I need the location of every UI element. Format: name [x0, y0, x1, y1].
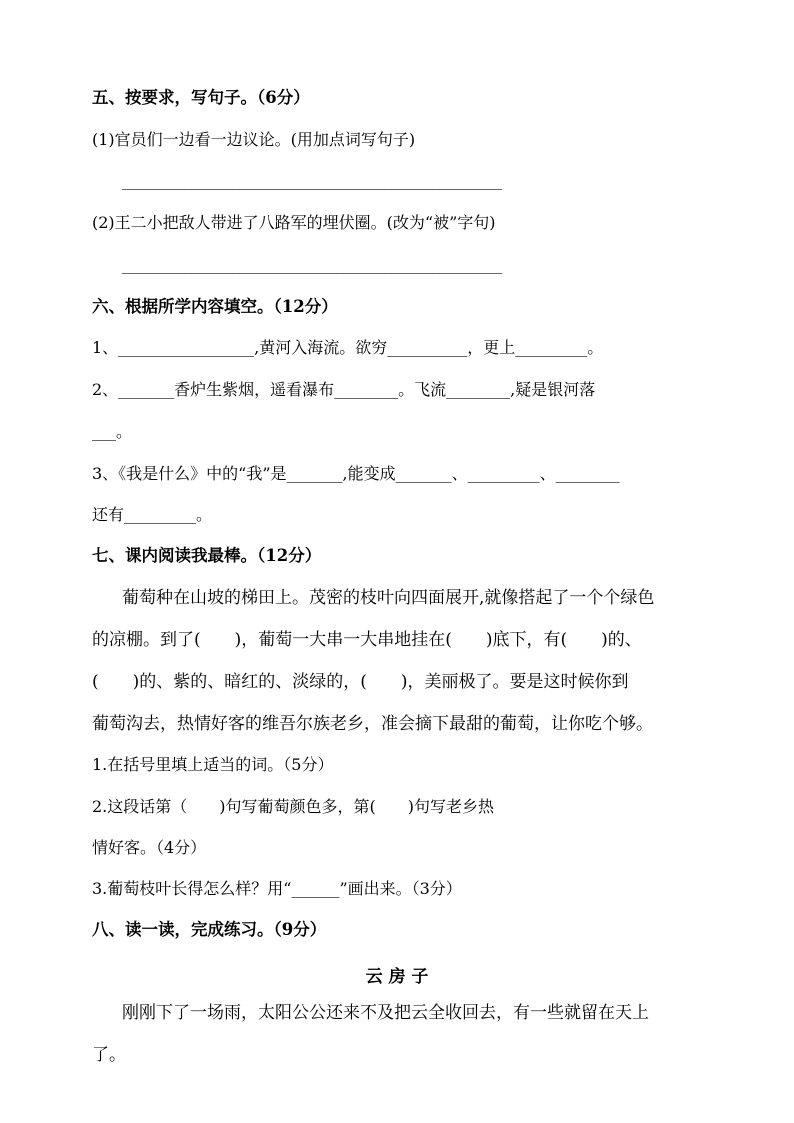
fill-line-6-1: 1、_________________,黄河入海流。欲穷__________，更上_________。	[92, 338, 604, 357]
question-7-2: 2.这段话第（ )句写葡萄颜色多，第( )句写老乡热	[92, 797, 494, 816]
question-5-2: (2)王二小把敌人带进了八路军的埋伏圈。(改为“被”字句)	[92, 213, 496, 232]
answer-line-5-1: _______________________________________________________	[122, 172, 502, 190]
question-5-1: (1)官员们一边看一边议论。(用加点词写句子)	[92, 130, 416, 149]
passage-line: 葡萄种在山坡的梯田上。茂密的枝叶向四面展开,就像搭起了一个个绿色	[122, 588, 655, 608]
fill-line-6-2-cont: ___。	[92, 422, 133, 441]
section-8-heading: 八、读一读，完成练习。（9分）	[92, 920, 327, 939]
passage-line: ( )的、紫的、暗红的、淡绿的，( )，美丽极了。要是这时候你到	[92, 672, 629, 692]
passage-line: 刚刚下了一场雨，太阳公公还来不及把云全收回去，有一些就留在天上	[122, 1003, 649, 1023]
answer-line-5-2: _______________________________________________________	[122, 256, 502, 274]
section-5-heading: 五、按要求，写句子。（6分）	[92, 88, 310, 107]
fill-line-6-3: 3、《我是什么》中的“我”是_______,能变成_______、_________、________	[92, 464, 620, 483]
fill-line-6-3-cont: 还有_________。	[92, 505, 213, 524]
passage-line: 的凉棚。到了( )，葡萄一大串一大串地挂在( )底下，有( )的、	[92, 630, 642, 650]
question-7-1: 1.在括号里填上适当的词。（5分）	[92, 755, 334, 774]
passage-title: 云 房 子	[365, 967, 429, 987]
passage-line: 了。	[92, 1045, 126, 1065]
section-6-heading: 六、根据所学内容填空。（12分）	[92, 297, 338, 316]
question-7-2-cont: 情好客。（4分）	[92, 838, 207, 857]
passage-line: 葡萄沟去，热情好客的维吾尔族老乡，准会摘下最甜的葡萄，让你吃个够。	[92, 714, 653, 734]
fill-line-6-2: 2、_______香炉生紫烟，遥看瀑布________。飞流________,疑是银河落	[92, 380, 596, 399]
section-7-heading: 七、课内阅读我最棒。（12分）	[92, 546, 322, 565]
question-7-3: 3.葡萄枝叶长得怎么样？用“______”画出来。（3分）	[92, 879, 462, 898]
